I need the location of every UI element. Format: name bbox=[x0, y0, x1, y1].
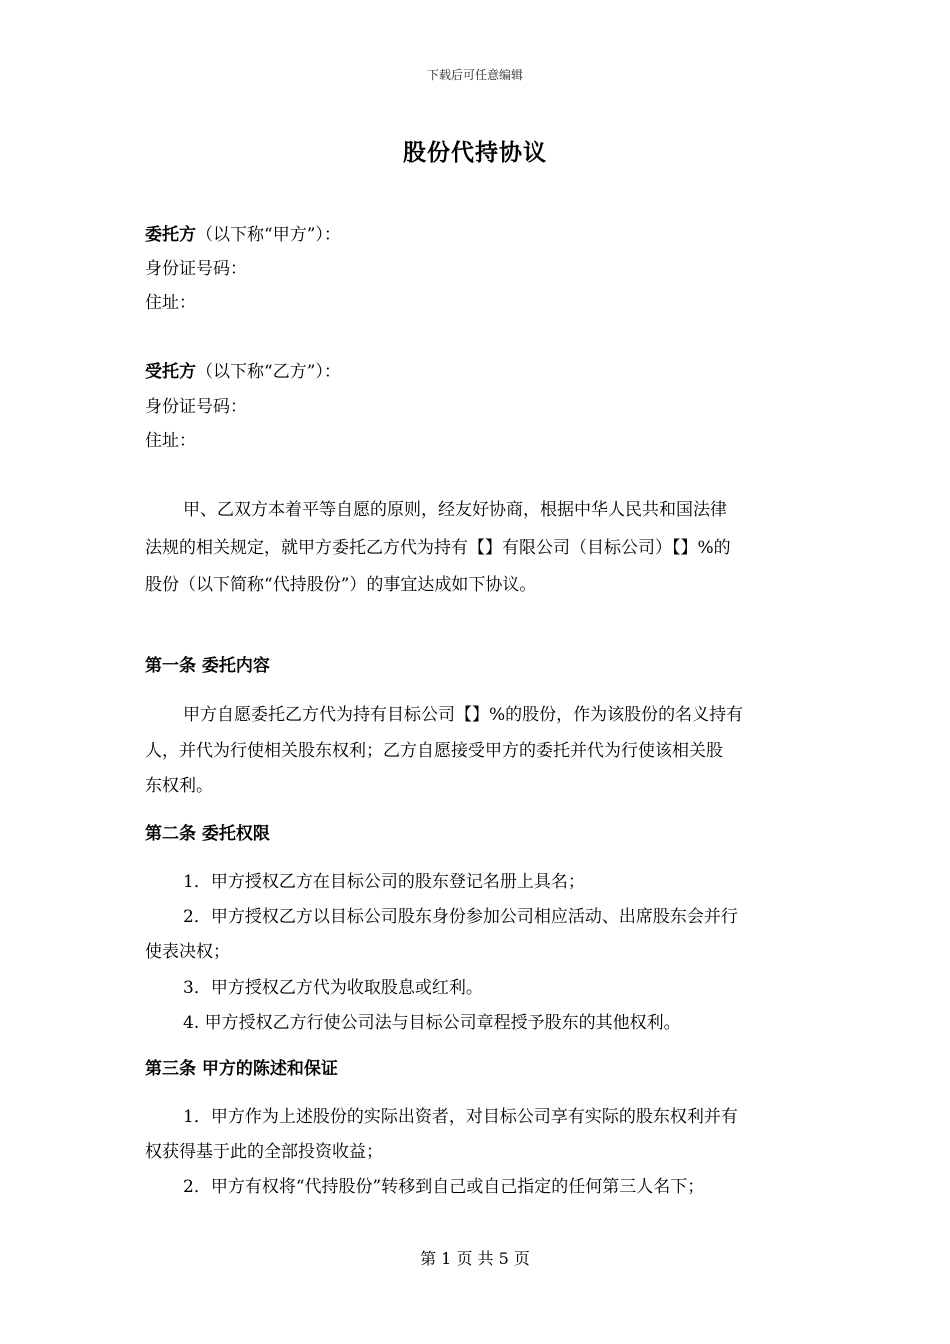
preamble-line-1: 甲、乙双方本着平等自愿的原则，经友好协商，根据中华人民共和国法律 bbox=[183, 500, 727, 520]
party-b-line bbox=[145, 361, 341, 383]
article-1-heading: 第一条 委托内容 bbox=[145, 656, 270, 676]
preamble-line-3: 股份（以下简称“代持股份”）的事宜达成如下协议。 bbox=[145, 575, 537, 595]
party-a-label: 委托方 bbox=[145, 225, 196, 245]
article-1-line-2: 人，并代为行使相关股东权利；乙方自愿接受甲方的委托并代为行使该相关股 bbox=[145, 741, 723, 761]
article-2-heading: 第二条 委托权限 bbox=[145, 824, 270, 844]
preamble-line-2: 法规的相关规定，就甲方委托乙方代为持有【】有限公司（目标公司）【】%的 bbox=[145, 538, 731, 558]
party-a-line bbox=[145, 224, 341, 246]
article-3-item-2: 2．甲方有权将“代持股份”转移到自己或自己指定的任何第三人名下； bbox=[183, 1177, 705, 1197]
party-b-suffix: （以下称“乙方”）： bbox=[196, 362, 341, 382]
article-1-line-3: 东权利。 bbox=[145, 776, 213, 796]
article-3-heading: 第三条 甲方的陈述和保证 bbox=[145, 1059, 338, 1079]
article-1-line-1: 甲方自愿委托乙方代为持有目标公司【】%的股份，作为该股份的名义持有 bbox=[183, 705, 744, 725]
article-2-item-1: 1．甲方授权乙方在目标公司的股东登记名册上具名； bbox=[183, 872, 585, 892]
header-note: 下载后可任意编辑 bbox=[426, 68, 523, 82]
document-title: 股份代持协议 bbox=[403, 139, 547, 166]
party-b-id-label: 身份证号码： bbox=[145, 397, 247, 417]
page-footer: 第 1 页 共 5 页 bbox=[420, 1249, 530, 1268]
party-a-address-label: 住址： bbox=[145, 293, 196, 313]
article-2-item-3: 3．甲方授权乙方代为收取股息或红利。 bbox=[183, 978, 483, 998]
article-3-item-1: 1．甲方作为上述股份的实际出资者，对目标公司享有实际的股东权利并有 bbox=[183, 1107, 738, 1127]
article-3-item-1-cont: 权获得基于此的全部投资收益； bbox=[145, 1142, 383, 1162]
party-b-label: 受托方 bbox=[145, 362, 196, 382]
article-2-item-2-cont: 使表决权； bbox=[145, 942, 230, 962]
party-b-address-label: 住址： bbox=[145, 431, 196, 451]
party-a-id-label: 身份证号码： bbox=[145, 259, 247, 279]
article-2-item-4: 4. 甲方授权乙方行使公司法与目标公司章程授予股东的其他权利。 bbox=[183, 1013, 681, 1033]
party-a-suffix: （以下称“甲方”）： bbox=[196, 225, 341, 245]
article-2-item-2: 2．甲方授权乙方以目标公司股东身份参加公司相应活动、出席股东会并行 bbox=[183, 907, 738, 927]
